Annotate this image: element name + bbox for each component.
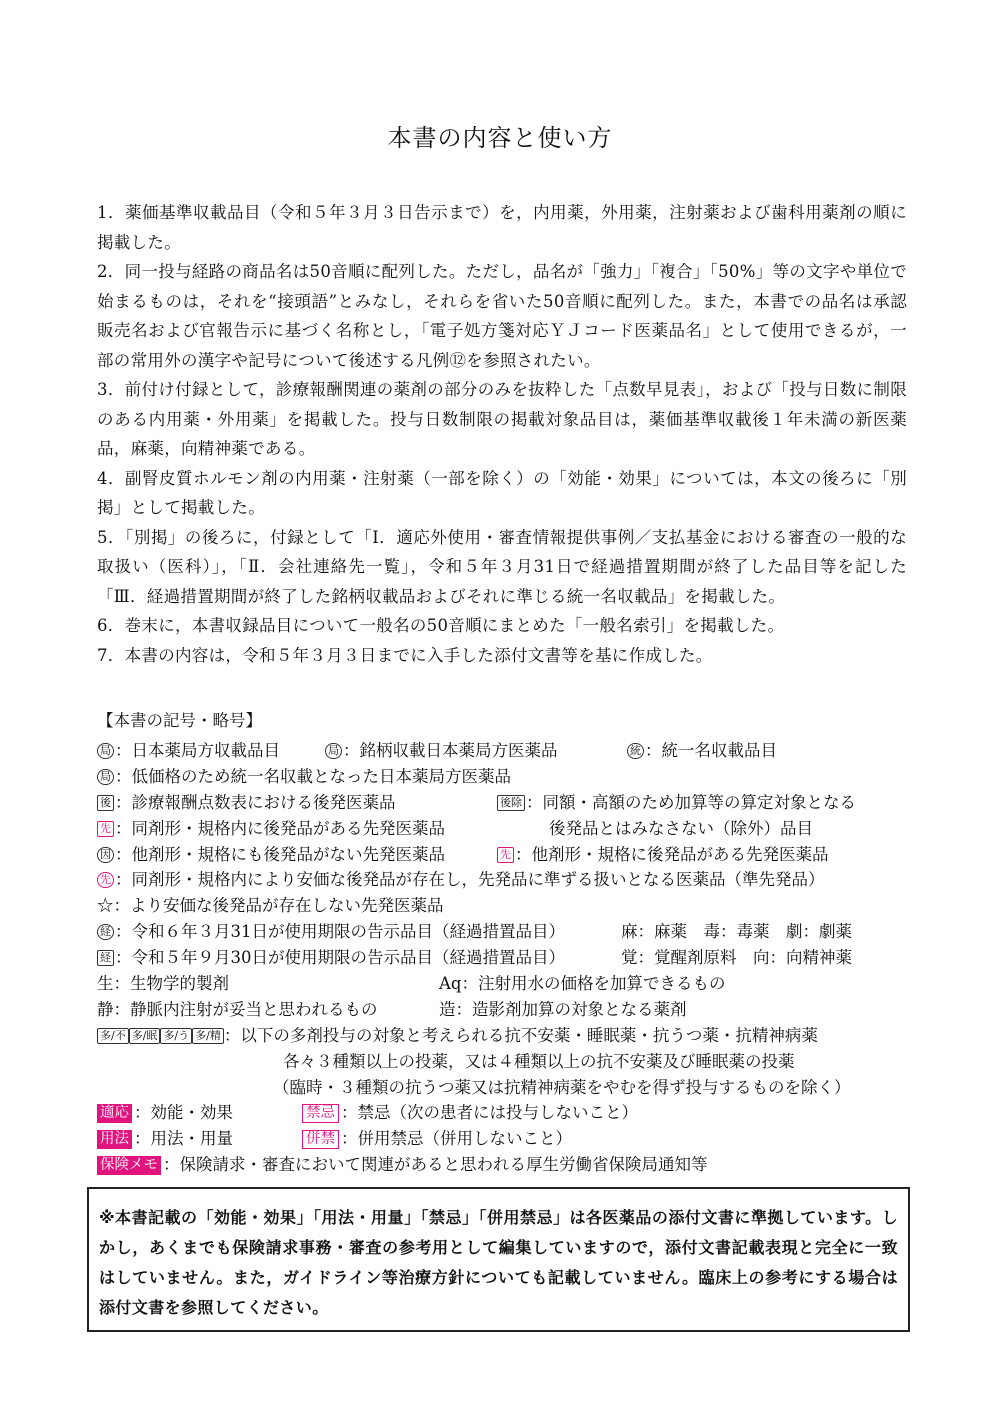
legend-text: ：同剤形・規格内により安価な後発品が存在し，先発品に準ずる扱いとなる医薬品（準先発品） [115, 870, 825, 890]
legend-text: Aq：注射用水の価格を加算できるもの [439, 974, 726, 994]
unified-mark: 統 [627, 743, 644, 759]
list-item: 4．副腎皮質ホルモン剤の内用薬・注射薬（一部を除く）の「効能・効果」については，本文の後ろに「別掲」として掲載した。 [97, 468, 907, 517]
generic-mark: 後 [97, 795, 114, 811]
list-item: 5．「別掲」の後ろに，付録として「Ⅰ．適応外使用・審査情報提供事例／支払基金における審査の一般的な取扱い（医科）」，「Ⅱ．会社連絡先一覧」，令和５年３月31日で経過措置期間が終了した品目等を記した「Ⅲ．経過措置期間が終了した銘柄収載品およびそれに準じる統一名収載品」を掲載した。 [97, 527, 907, 606]
legend-text: ：低価格のため統一名収載となった日本薬局方医薬品 [115, 766, 511, 786]
legend-text: ：効能・効果 [134, 1103, 233, 1123]
legend-text: 静：静脈内注射が妥当と思われるもの [97, 999, 378, 1019]
list-item: 6．巻末に，本書収録品目について一般名の50音順にまとめた「一般名索引」を掲載した。 [97, 616, 785, 635]
legend-text: 生：生物学的製剤 [97, 974, 229, 994]
legend-title: 【本書の記号・略号】 [97, 711, 262, 730]
legend-row [97, 867, 927, 893]
legend-text: ：令和５年９月30日が使用期限の告示品目（経過措置品目） [115, 948, 565, 968]
legend-row [97, 971, 927, 997]
legend-row [97, 842, 927, 868]
legend-row [97, 1126, 927, 1152]
list-item: 1．薬価基準収載品目（令和５年３月３日告示まで）を，内用薬，外用薬，注射薬および歯科用薬剤の順に掲載した。 [97, 203, 907, 252]
legend-row [97, 790, 927, 816]
no-generic-mark: 因 [97, 847, 114, 863]
legend-row [97, 1049, 927, 1075]
page-title: 本書の内容と使い方 [387, 124, 613, 152]
legend-text: 後発品とはみなさない（除外）品目 [549, 818, 813, 838]
multi-drug-mark: 多/う [160, 1028, 192, 1044]
legend-row [97, 816, 927, 842]
jp-mark: 局 [97, 743, 114, 759]
legend-row [97, 919, 927, 945]
legend-text: ：用法・用量 [134, 1129, 233, 1149]
multi-drug-mark: 多/不 [97, 1028, 129, 1044]
legend-row [97, 1152, 927, 1178]
legend-text: ：統一名収載品目 [645, 741, 777, 760]
indication-tag: 適応 [97, 1104, 132, 1123]
disclaimer-box: ※本書記載の「効能・効果」「用法・用量」「禁忌」「併用禁忌」は各医薬品の添付文書に準拠しています。しかし，あくまでも保険請求事務・審査の参考用として編集していますので，添付文書記載表現と完全に一致はしていません。また，ガイドライン等治療方針についても記載していません。臨床上の参考にする場合は添付文書を参照してください。 [87, 1187, 910, 1332]
legend-text: ：他剤形・規格にも後発品がない先発医薬品 [115, 844, 445, 864]
multi-drug-mark: 多/眠 [129, 1028, 161, 1044]
legend-text: ：併用禁忌（併用しないこと） [341, 1129, 572, 1149]
legend-row [97, 764, 927, 790]
insurance-memo-tag: 保険メモ [97, 1156, 161, 1175]
legend-text: ：令和６年３月31日が使用期限の告示品目（経過措置品目） [115, 922, 565, 942]
legend-text: ：禁忌（次の患者には投与しないこと） [341, 1103, 638, 1123]
legend-row [97, 997, 927, 1023]
legend-row [97, 738, 927, 764]
legend-text: 各々３種類以上の投薬，又は４種類以上の抗不安薬及び睡眠薬の投薬 [283, 1051, 795, 1071]
legend-row [97, 945, 927, 971]
generic-excluded-mark: 後除 [497, 795, 525, 811]
brand-jp-mark: 局 [325, 743, 342, 759]
contraindication-tag: 禁忌 [302, 1104, 339, 1123]
legend-text: ☆：より安価な後発品が存在しない先発医薬品 [97, 896, 444, 916]
legend-text: （臨時・３種類の抗うつ薬又は抗精神病薬をやむを得ず投与するものを除く） [273, 1077, 851, 1097]
quasi-original-mark: 先 [97, 872, 114, 888]
legend-text: 麻：麻薬 毒：毒薬 劇：劇薬 [621, 922, 852, 942]
legend-row [97, 1100, 927, 1126]
legend-row [97, 1023, 927, 1049]
transitional-mark: 経 [97, 924, 114, 940]
legend-text: ：同額・高額のため加算等の算定対象となる [526, 792, 856, 812]
legend-text: ：保険請求・審査において関連があると思われる厚生労働省保険局通知等 [163, 1155, 708, 1175]
original-drug-mark: 先 [97, 821, 114, 837]
legend-text: ：以下の多剤投与の対象と考えられる抗不安薬・睡眠薬・抗うつ薬・抗精神病薬 [223, 1025, 818, 1045]
legend-text: 覚：覚醒剤原料 向：向精神薬 [621, 948, 852, 968]
legend-row [97, 893, 927, 919]
list-item: 7．本書の内容は，令和５年３月３日までに入手した添付文書等を基に作成した。 [97, 645, 713, 665]
low-price-jp-mark: 局 [97, 769, 114, 785]
list-item: 2．同一投与経路の商品名は50音順に配列した。ただし，品名が「強力」「複合」「50%」等の文字や単位で始まるものは，それを“接頭語”とみなし，それらを省いた50音順に配列した。また，本書での品名は承認販売名および官報告示に基づく名称とし，「電子処方箋対応ＹＪコード医薬品名」として使用できるが，一部の常用外の漢字や記号について後述する凡例⑫を参照されたい。 [97, 262, 907, 370]
content-list [97, 198, 907, 670]
transitional-mark-2: 経 [97, 950, 114, 966]
other-form-generic-mark: 先 [497, 847, 514, 863]
list-item: 3．前付け付録として，診療報酬関連の薬剤の部分のみを抜粋した「点数早見表」，および「投与日数に制限のある内用薬・外用薬」を掲載した。投与日数制限の掲載対象品目は，薬価基準収載後１年未満の新医薬品，麻薬，向精神薬である。 [97, 380, 907, 458]
legend-text: ：銘柄収載日本薬局方医薬品 [343, 741, 558, 760]
combination-contraindication-tag: 併禁 [302, 1130, 339, 1149]
legend-text: ：同剤形・規格内に後発品がある先発医薬品 [115, 818, 445, 838]
legend-text: 造：造影剤加算の対象となる薬剤 [439, 999, 687, 1019]
dosage-tag: 用法 [97, 1130, 132, 1149]
legend-text: ：他剤形・規格に後発品がある先発医薬品 [515, 844, 829, 864]
legend-text: ：診療報酬点数表における後発医薬品 [115, 792, 396, 812]
multi-drug-mark: 多/精 [192, 1028, 224, 1044]
legend-row [97, 1075, 927, 1101]
legend [97, 738, 927, 1178]
legend-text: ：日本薬局方収載品目 [115, 741, 280, 760]
